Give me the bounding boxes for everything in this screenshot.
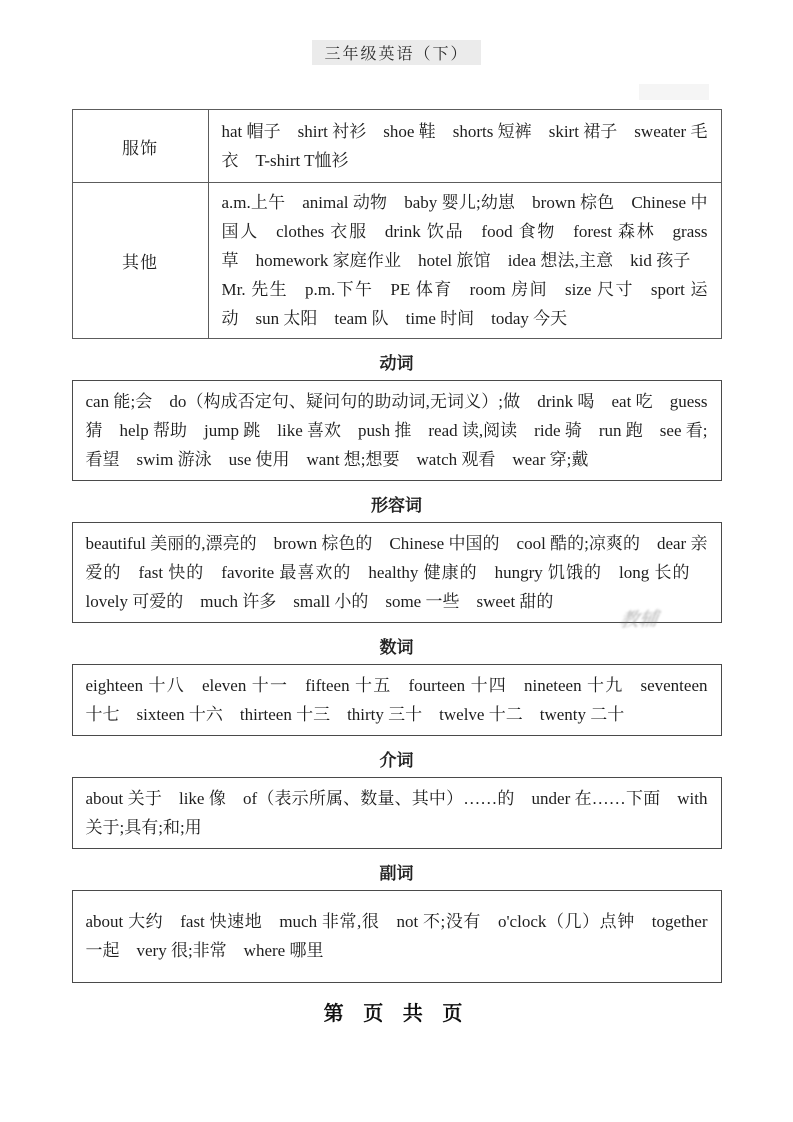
page-content [72,109,722,983]
page-title: 三年级英语（下） [312,40,480,65]
section-box-prepositions: about 关于 like 像 of（表示所属、数量、其中）……的 under 在……下面 with 关于;具有;和;用 [72,777,722,849]
section-title-prepositions: 介词 [379,751,414,770]
category-cell: 服饰 [72,110,208,183]
vocab-table [72,109,722,339]
section-title-adverbs: 副词 [379,864,414,883]
watermark: 教辅 [618,609,660,632]
section-title-numerals: 数词 [379,638,414,657]
section-box-adverbs: about 大约 fast 快速地 much 非常,很 not 不;没有 o'clock（几）点钟 together 一起 very 很;非常 where 哪里 [72,890,722,983]
section-box-verbs: can 能;会 do（构成否定句、疑问句的助动词,无词义）;做 drink 喝 eat 吃 guess 猜 help 帮助 jump 跳 like 喜欢 push 推 read 读,阅读 ride 骑 run 跑 see 看;看望 swim 游泳 use 使用 want 想;想要 watch 观看 wear 穿;戴 [72,380,722,481]
page-footer: 第 页 共 页 [323,1003,470,1025]
table-row [72,183,721,339]
section-title-adjectives: 形容词 [371,496,422,515]
section-box-numerals: eighteen 十八 eleven 十一 fifteen 十五 fourteen 十四 nineteen 十九 seventeen 十七 sixteen 十六 thirteen 十三 thirty 三十 twelve 十二 twenty 二十 [72,664,722,736]
entries-cell: a.m.上午 animal 动物 baby 婴儿;幼崽 brown 棕色 Chinese 中国人 clothes 衣服 drink 饮品 food 食物 forest 森林 grass 草 homework 家庭作业 hotel 旅馆 idea 想法,主意 kid 孩子 Mr. 先生 p.m.下午 PE 体育 room 房间 size 尺寸 sport 运动 sun 太阳 team 队 time 时间 today 今天 [208,183,721,339]
faded-stamp-mark [639,84,709,100]
entries-cell: hat 帽子 shirt 衬衫 shoe 鞋 shorts 短裤 skirt 裙子 sweater 毛衣 T-shirt T恤衫 [208,110,721,183]
category-cell: 其他 [72,183,208,339]
section-title-verbs: 动词 [379,354,414,373]
section-box-adjectives: beautiful 美丽的,漂亮的 brown 棕色的 Chinese 中国的 cool 酷的;凉爽的 dear 亲爱的 fast 快的 favorite 最喜欢的 healthy 健康的 hungry 饥饿的 long 长的 lovely 可爱的 much 许多 small 小的 some 一些 sweet 甜的 [72,522,722,623]
table-row [72,110,721,183]
